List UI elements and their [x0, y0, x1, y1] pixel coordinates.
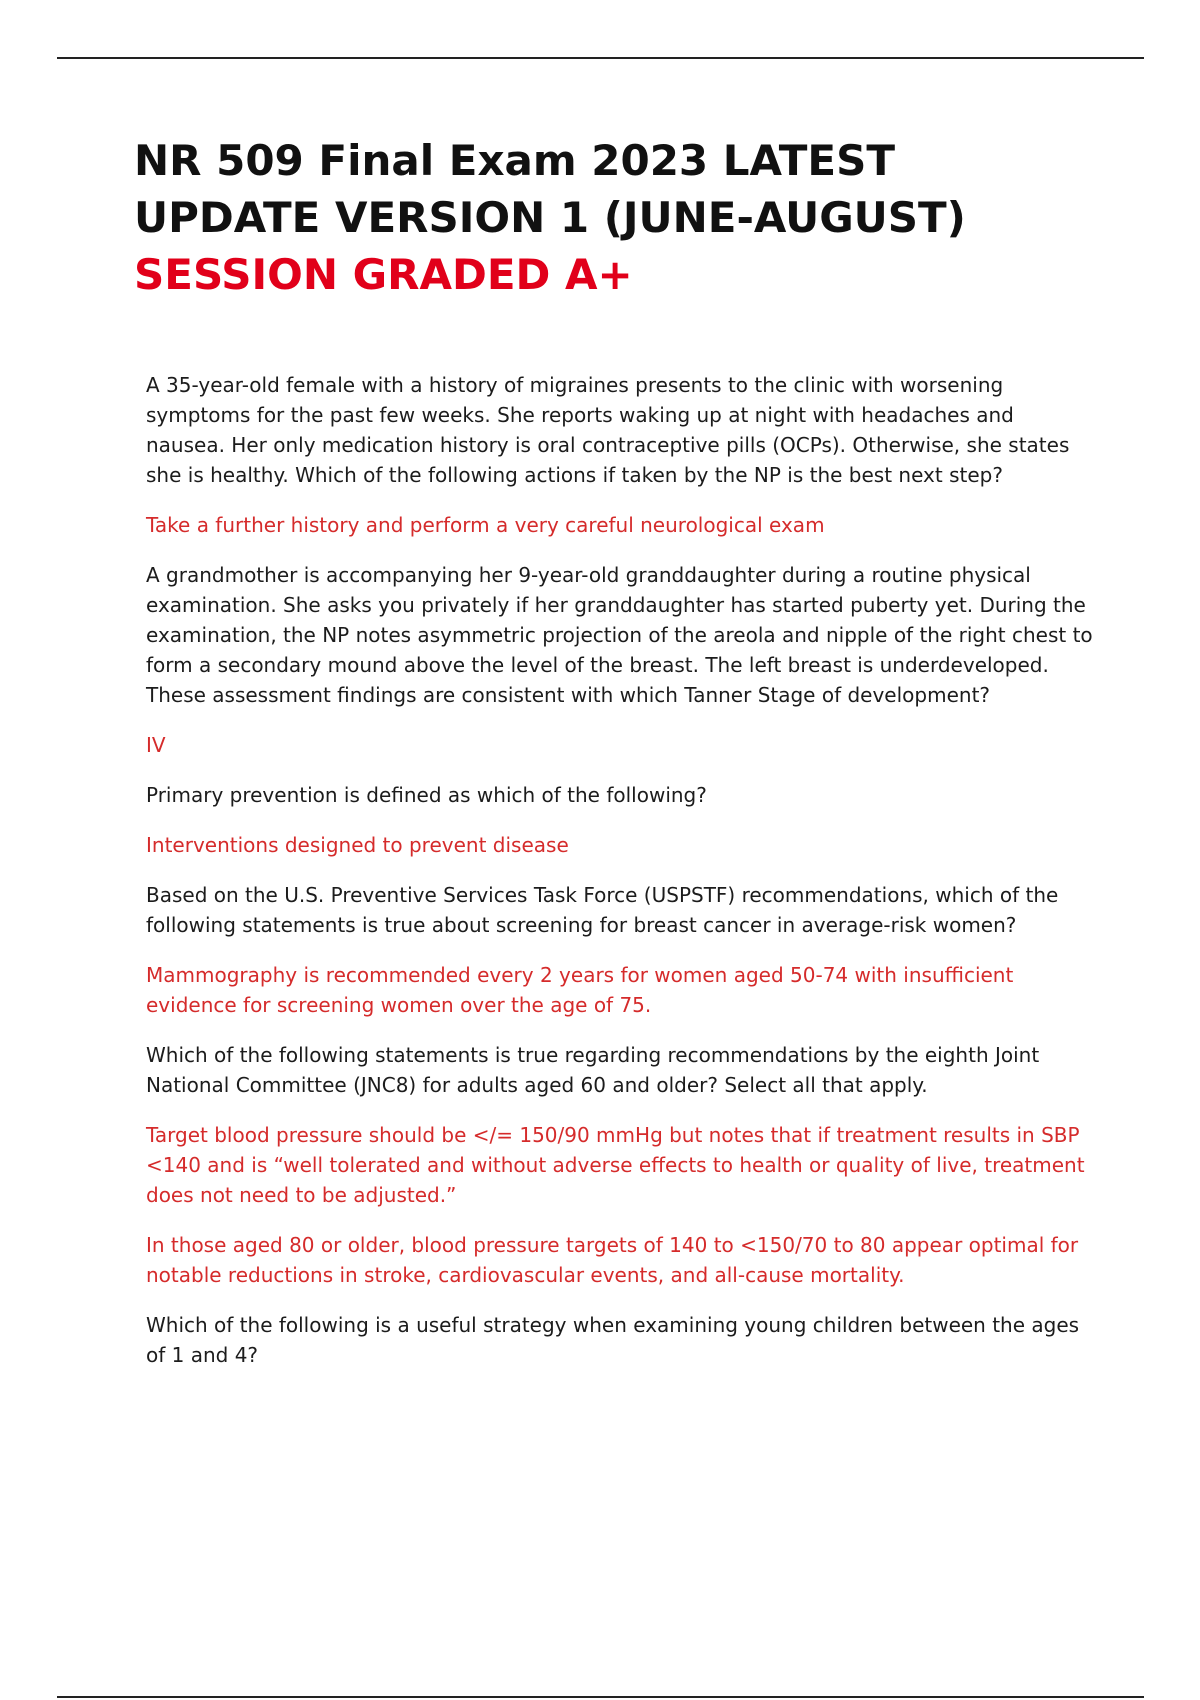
answer-2: IV [146, 733, 166, 757]
title-black-part: NR 509 Final Exam 2023 LATEST UPDATE VERSION 1 (JUNE-AUGUST) [134, 136, 966, 242]
question-5: Which of the following statements is true regarding recommendations by the eighth Joint National Committee (JNC8) for adults aged 60 and older? Select all that apply. [146, 1043, 1040, 1097]
answer-5a: Target blood pressure should be </= 150/90 mmHg but notes that if treatment results in SBP <140 and is “well tolerated and without adverse effects to health or quality of live, treatment does not need to be adjusted.” [146, 1123, 1085, 1207]
document-title [134, 132, 1094, 303]
question-3: Primary prevention is defined as which of the following? [146, 783, 707, 807]
answer-1: Take a further history and perform a very careful neurological exam [146, 513, 825, 537]
top-rule [57, 57, 1144, 59]
question-1: A 35-year-old female with a history of migraines presents to the clinic with worsening symptoms for the past few weeks. She reports waking up at night with headaches and nausea. Her only medication history is oral contraceptive pills (OCPs). Otherwise, she states she is healthy. Which of the following actions if taken by the NP is the best next step? [146, 373, 1070, 487]
question-2: A grandmother is accompanying her 9-year-old granddaughter during a routine physical examination. She asks you privately if her granddaughter has started puberty yet. During the examination, the NP notes asymmetric projection of the areola and nipple of the right chest to form a secondary mound above the level of the breast. The left breast is underdeveloped. These assessment findings are consistent with which Tanner Stage of development? [146, 563, 1093, 707]
answer-5b: In those aged 80 or older, blood pressure targets of 140 to <150/70 to 80 appear optimal for notable reductions in stroke, cardiovascular events, and all-cause mortality. [146, 1233, 1079, 1287]
question-4: Based on the U.S. Preventive Services Task Force (USPSTF) recommendations, which of the following statements is true about screening for breast cancer in average-risk women? [146, 883, 1059, 937]
answer-4: Mammography is recommended every 2 years for women aged 50-74 with insufficient evidence for screening women over the age of 75. [146, 963, 1014, 1017]
answer-3: Interventions designed to prevent disease [146, 833, 569, 857]
bottom-rule [57, 1696, 1144, 1698]
title-red-part: SESSION GRADED A+ [134, 250, 633, 299]
question-6: Which of the following is a useful strategy when examining young children between the ages of 1 and 4? [146, 1313, 1080, 1367]
qa-content [146, 370, 1096, 1390]
